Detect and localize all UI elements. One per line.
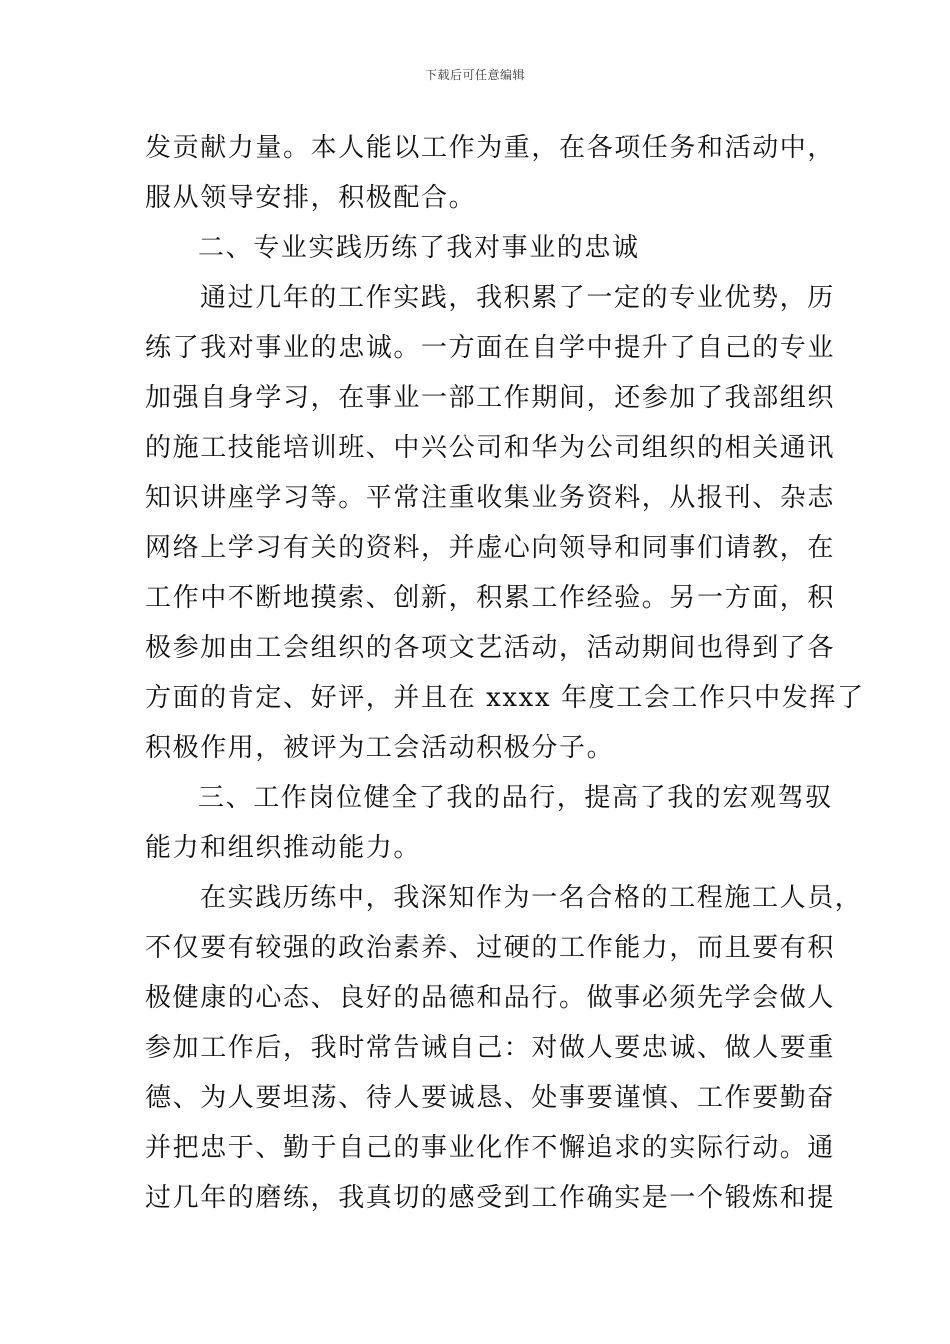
section-heading: 三、工作岗位健全了我的品行，提高了我的宏观驾驭	[198, 783, 833, 813]
text-line: 加强自身学习，在事业一部工作期间，还参加了我部组织	[145, 383, 836, 413]
text-line: 过几年的磨练，我真切的感受到工作确实是一个锻炼和提	[145, 1183, 836, 1213]
section-heading: 二、专业实践历练了我对事业的忠诚	[198, 233, 640, 263]
text-line: 通过几年的工作实践，我积累了一定的专业优势，历	[200, 283, 835, 313]
text-line: 的施工技能培训班、中兴公司和华为公司组织的相关通讯	[145, 433, 836, 463]
text-line: 发贡献力量。本人能以工作为重，在各项任务和活动中，	[145, 133, 836, 163]
page-header: 下载后可任意编辑	[424, 68, 525, 82]
text-line: 方面的肯定、好评，并且在 xxxx 年度工会工作只中发挥了	[145, 683, 865, 713]
text-line: 并把忠于、勤于自己的事业化作不懈追求的实际行动。通	[145, 1133, 836, 1163]
text-line: 极健康的心态、良好的品德和品行。做事必须先学会做人	[145, 983, 836, 1013]
text-line: 德、为人要坦荡、待人要诚恳、处事要谨慎、工作要勤奋	[145, 1083, 836, 1113]
text-line: 练了我对事业的忠诚。一方面在自学中提升了自己的专业	[145, 333, 836, 363]
text-line: 工作中不断地摸索、创新，积累工作经验。另一方面，积	[145, 583, 836, 613]
text-line: 参加工作后，我时常告诫自己：对做人要忠诚、做人要重	[145, 1033, 836, 1063]
text-line: 极参加由工会组织的各项文艺活动，活动期间也得到了各	[145, 633, 836, 663]
text-line: 不仅要有较强的政治素养、过硬的工作能力，而且要有积	[145, 933, 836, 963]
text-line: 能力和组织推动能力。	[145, 833, 422, 863]
text-line: 积极作用，被评为工会活动积极分子。	[145, 733, 615, 763]
text-line: 在实践历练中，我深知作为一名合格的工程施工人员，	[200, 883, 863, 913]
text-line: 知识讲座学习等。平常注重收集业务资料，从报刊、杂志	[145, 483, 836, 513]
text-line: 网络上学习有关的资料，并虚心向领导和同事们请教，在	[145, 533, 836, 563]
text-line: 服从领导安排，积极配合。	[145, 183, 477, 213]
